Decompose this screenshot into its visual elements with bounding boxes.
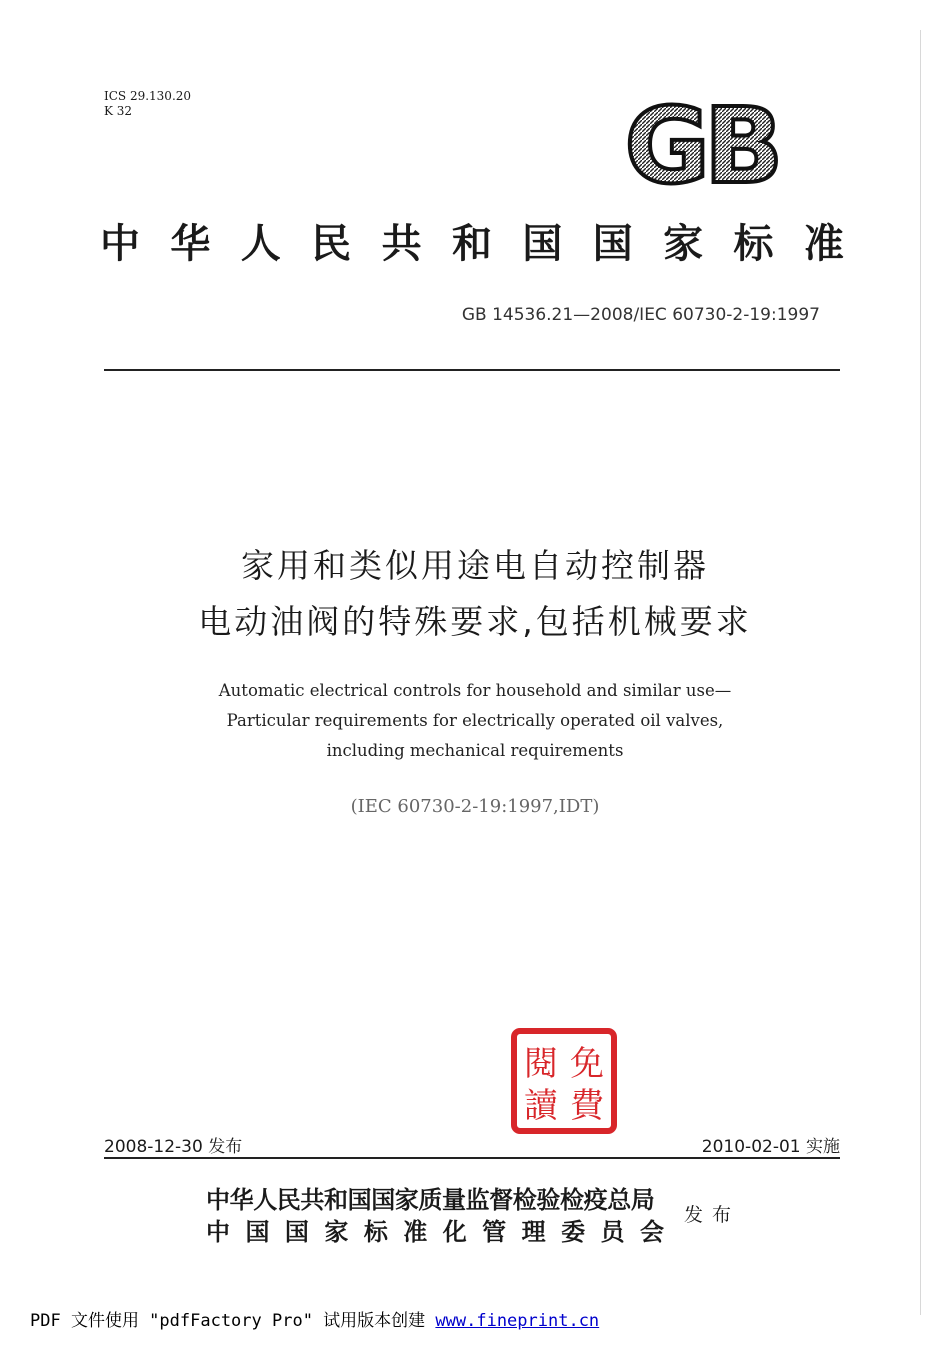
issuer-char: 中	[206, 1217, 230, 1246]
free-reading-seal	[510, 1027, 618, 1135]
title-char: 华	[170, 220, 211, 267]
issue-date: 2008-12-30 发布	[104, 1137, 243, 1157]
chinese-title-line-2: 电动油阀的特殊要求,包括机械要求	[198, 602, 752, 641]
issuer-char: 准	[403, 1217, 428, 1246]
issuer-char: 理	[521, 1217, 546, 1246]
footer-text: PDF 文件使用 "pdfFactory Pro" 试用版本创建	[30, 1311, 436, 1331]
bottom-divider	[104, 1157, 840, 1159]
title-char: 国	[522, 220, 563, 267]
title-char: 共	[381, 220, 422, 267]
title-char: 中	[100, 220, 140, 267]
issuer-sac	[206, 1216, 664, 1248]
issuer-aqsiq: 中华人民共和国国家质量监督检验检疫总局	[206, 1185, 655, 1214]
pdf-footer	[30, 1306, 599, 1331]
english-title-line-2: Particular requirements for electrically operated oil valves,	[226, 711, 724, 730]
seal-char: 免	[570, 1044, 604, 1084]
ccs-code: K 32	[104, 104, 133, 118]
implementation-date: 2010-02-01 实施	[701, 1137, 840, 1157]
classification-codes	[104, 89, 191, 119]
issuer-char: 国	[245, 1217, 270, 1246]
english-title	[0, 676, 950, 766]
issuer-char: 员	[600, 1217, 625, 1246]
seal-char: 閱	[524, 1044, 558, 1084]
title-char: 准	[803, 220, 844, 267]
seal-char: 讀	[524, 1086, 558, 1126]
issuer-char: 会	[639, 1217, 664, 1246]
chinese-title-line-1: 家用和类似用途电自动控制器	[241, 546, 709, 585]
publish-label: 发布	[684, 1204, 741, 1226]
page-edge-line	[920, 30, 921, 1315]
title-char: 家	[663, 220, 704, 267]
ics-code: ICS 29.130.20	[104, 89, 192, 103]
gb-logo	[610, 96, 792, 192]
title-char: 人	[240, 220, 281, 267]
chinese-title	[0, 538, 950, 650]
english-title-line-1: Automatic electrical controls for household and similar use—	[218, 681, 732, 700]
issuer-char: 家	[324, 1217, 349, 1246]
seal-char: 費	[570, 1086, 604, 1126]
iec-reference: (IEC 60730-2-19:1997,IDT)	[350, 796, 600, 817]
issuer-char: 化	[442, 1217, 467, 1246]
fineprint-link[interactable]: www.fineprint.cn	[435, 1311, 600, 1331]
issuing-authorities	[206, 1184, 664, 1248]
issuer-char: 国	[284, 1217, 309, 1246]
issuer-char: 委	[561, 1217, 586, 1246]
title-char: 国	[592, 220, 633, 267]
issuer-char: 标	[363, 1217, 388, 1246]
title-char: 和	[451, 220, 492, 267]
national-standard-title	[100, 218, 844, 270]
english-title-line-3: including mechanical requirements	[326, 741, 624, 760]
top-divider	[104, 369, 840, 371]
title-char: 标	[733, 220, 774, 267]
title-char: 民	[311, 220, 352, 267]
gb-logo-text: GB	[624, 96, 778, 192]
standard-number: GB 14536.21—2008/IEC 60730-2-19:1997	[461, 305, 820, 325]
issuer-char: 管	[482, 1217, 507, 1246]
